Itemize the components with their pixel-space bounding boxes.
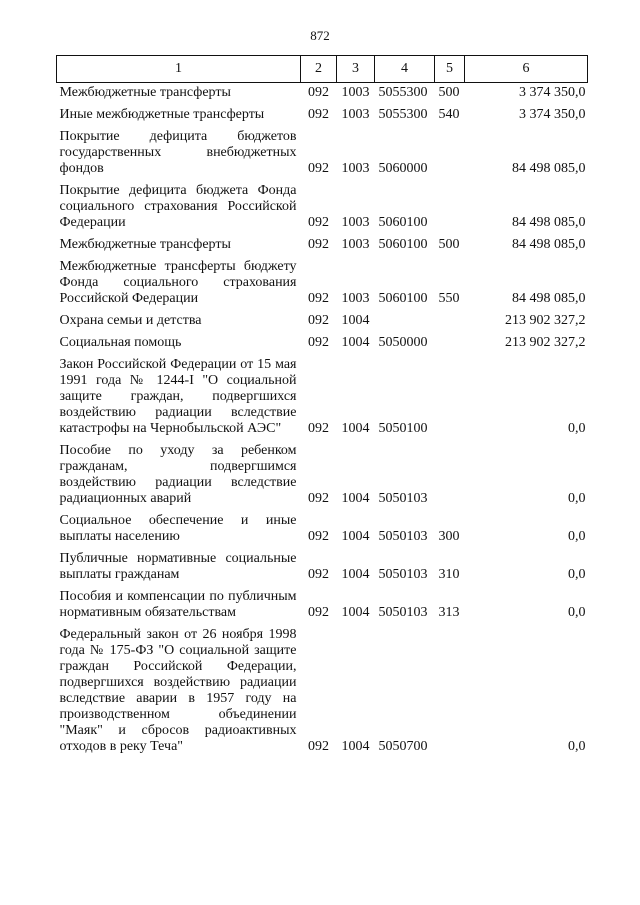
row-expense-type: 313 bbox=[438, 605, 460, 620]
row-amount: 3 374 350,0 bbox=[519, 85, 586, 100]
row-section-code: 1003 bbox=[341, 215, 370, 230]
row-target-code: 5055300 bbox=[378, 107, 428, 122]
row-name: Межбюджетные трансферты bbox=[59, 85, 231, 100]
row-expense-type bbox=[435, 311, 465, 333]
row-amount: 0,0 bbox=[568, 605, 586, 620]
row-admin-code: 092 bbox=[308, 739, 329, 754]
row-expense-type bbox=[435, 625, 465, 759]
table-row bbox=[57, 441, 588, 511]
row-target-code: 5060100 bbox=[378, 215, 428, 230]
row-admin-code: 092 bbox=[308, 491, 329, 506]
row-expense-type: 540 bbox=[438, 107, 460, 122]
table-row bbox=[57, 235, 588, 257]
row-amount: 213 902 327,2 bbox=[505, 335, 586, 350]
row-admin-code: 092 bbox=[308, 567, 329, 582]
row-admin-code: 092 bbox=[308, 215, 329, 230]
table-row bbox=[57, 127, 588, 181]
row-amount: 3 374 350,0 bbox=[519, 107, 586, 122]
row-section-code: 1004 bbox=[341, 605, 370, 620]
table-header bbox=[57, 56, 588, 83]
row-admin-code: 092 bbox=[308, 107, 329, 122]
row-name: Социальное обеспечение и иные выплаты населению bbox=[59, 513, 297, 544]
row-name: Охрана семьи и детства bbox=[59, 313, 202, 328]
row-expense-type bbox=[435, 333, 465, 355]
row-name: Пособие по уходу за ребенком гражданам, подвергшимся воздействию радиации вследствие радиационных аварий bbox=[59, 443, 297, 506]
header-col-2: 2 bbox=[301, 56, 337, 83]
row-admin-code: 092 bbox=[308, 421, 329, 436]
row-name: Покрытие дефицита бюджетов государственных внебюджетных фондов bbox=[59, 129, 297, 176]
row-expense-type: 500 bbox=[438, 237, 460, 252]
row-admin-code: 092 bbox=[308, 85, 329, 100]
row-target-code: 5050103 bbox=[378, 567, 428, 582]
table-row bbox=[57, 549, 588, 587]
row-section-code: 1003 bbox=[341, 237, 370, 252]
table-row bbox=[57, 333, 588, 355]
row-amount: 84 498 085,0 bbox=[512, 215, 586, 230]
row-name: Пособия и компенсации по публичным нормативным обязательствам bbox=[59, 589, 297, 620]
header-col-5: 5 bbox=[435, 56, 465, 83]
row-target-code: 5050100 bbox=[378, 421, 428, 436]
row-section-code: 1003 bbox=[341, 85, 370, 100]
row-admin-code: 092 bbox=[308, 161, 329, 176]
row-admin-code: 092 bbox=[308, 237, 329, 252]
table-row bbox=[57, 311, 588, 333]
row-target-code: 5050103 bbox=[378, 529, 428, 544]
row-amount: 0,0 bbox=[568, 739, 586, 754]
row-expense-type bbox=[435, 355, 465, 441]
row-admin-code: 092 bbox=[308, 605, 329, 620]
row-section-code: 1003 bbox=[341, 161, 370, 176]
row-amount: 84 498 085,0 bbox=[512, 291, 586, 306]
table-row bbox=[57, 625, 588, 759]
row-section-code: 1003 bbox=[341, 107, 370, 122]
row-name: Покрытие дефицита бюджета Фонда социального страхования Российской Федерации bbox=[59, 183, 297, 230]
row-section-code: 1004 bbox=[341, 739, 370, 754]
row-section-code: 1004 bbox=[341, 421, 370, 436]
row-name: Публичные нормативные социальные выплаты гражданам bbox=[59, 551, 297, 582]
row-target-code bbox=[375, 311, 435, 333]
row-name: Закон Российской Федерации от 15 мая 1991 года № 1244-I "О социальной защите граждан, подвергшихся воздействию радиации вследствие катастрофы на Чернобыльской АЭС" bbox=[59, 357, 297, 436]
header-row bbox=[57, 56, 588, 83]
row-amount: 84 498 085,0 bbox=[512, 237, 586, 252]
row-expense-type bbox=[435, 127, 465, 181]
row-target-code: 5060000 bbox=[378, 161, 428, 176]
row-admin-code: 092 bbox=[308, 529, 329, 544]
row-name: Межбюджетные трансферты bbox=[59, 237, 231, 252]
table-row bbox=[57, 83, 588, 106]
row-admin-code: 092 bbox=[308, 313, 329, 328]
row-expense-type: 550 bbox=[438, 291, 460, 306]
header-col-4: 4 bbox=[375, 56, 435, 83]
row-name: Федеральный закон от 26 ноября 1998 года № 175-ФЗ "О социальной защите граждан Российской Федерации, подвергшихся воздействию радиации вследствие аварии в 1957 году на производственном объединении "Маяк" и сбросов радиоактивных отходов в реку Теча" bbox=[59, 627, 297, 754]
row-amount: 0,0 bbox=[568, 421, 586, 436]
header-col-6: 6 bbox=[465, 56, 588, 83]
row-expense-type: 500 bbox=[438, 85, 460, 100]
row-target-code: 5060100 bbox=[378, 291, 428, 306]
budget-table bbox=[56, 55, 588, 759]
header-col-3: 3 bbox=[337, 56, 375, 83]
row-expense-type bbox=[435, 181, 465, 235]
table-row bbox=[57, 355, 588, 441]
row-section-code: 1004 bbox=[341, 335, 370, 350]
row-target-code: 5050700 bbox=[378, 739, 428, 754]
row-target-code: 5050103 bbox=[378, 491, 428, 506]
row-amount: 0,0 bbox=[568, 529, 586, 544]
row-target-code: 5050000 bbox=[378, 335, 428, 350]
row-expense-type bbox=[435, 441, 465, 511]
table-body bbox=[57, 83, 588, 760]
row-expense-type: 300 bbox=[438, 529, 460, 544]
row-target-code: 5050103 bbox=[378, 605, 428, 620]
row-section-code: 1003 bbox=[341, 291, 370, 306]
table-row bbox=[57, 257, 588, 311]
row-amount: 213 902 327,2 bbox=[505, 313, 586, 328]
row-target-code: 5055300 bbox=[378, 85, 428, 100]
table-row bbox=[57, 181, 588, 235]
row-name: Иные межбюджетные трансферты bbox=[59, 107, 265, 122]
header-col-1: 1 bbox=[57, 56, 301, 83]
row-admin-code: 092 bbox=[308, 291, 329, 306]
row-name: Межбюджетные трансферты бюджету Фонда социального страхования Российской Федерации bbox=[59, 259, 297, 306]
row-amount: 84 498 085,0 bbox=[512, 161, 586, 176]
row-amount: 0,0 bbox=[568, 567, 586, 582]
row-section-code: 1004 bbox=[341, 567, 370, 582]
row-amount: 0,0 bbox=[568, 491, 586, 506]
page-number: 872 bbox=[310, 28, 330, 43]
row-section-code: 1004 bbox=[341, 491, 370, 506]
row-admin-code: 092 bbox=[308, 335, 329, 350]
row-target-code: 5060100 bbox=[378, 237, 428, 252]
table-row bbox=[57, 511, 588, 549]
row-section-code: 1004 bbox=[341, 313, 370, 328]
table-row bbox=[57, 587, 588, 625]
row-name: Социальная помощь bbox=[59, 335, 182, 350]
row-expense-type: 310 bbox=[438, 567, 460, 582]
table-row bbox=[57, 105, 588, 127]
row-section-code: 1004 bbox=[341, 529, 370, 544]
